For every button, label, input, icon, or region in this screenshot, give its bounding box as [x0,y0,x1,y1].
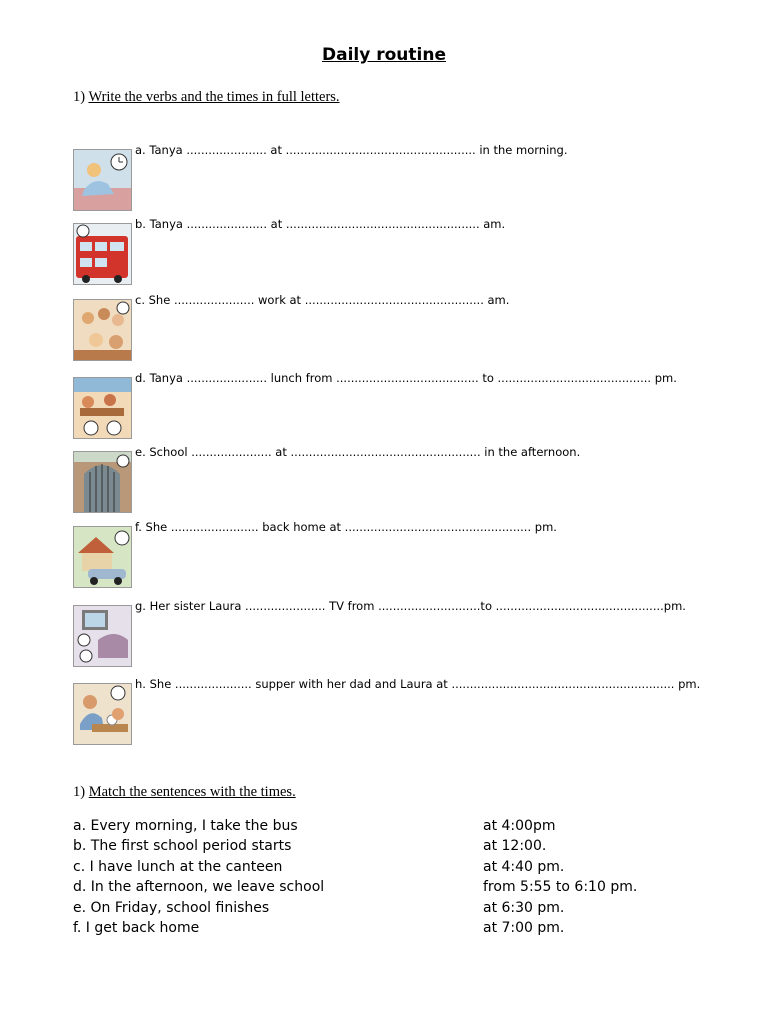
television-clocks-icon [73,605,132,667]
match-sentence: b. The first school period starts [73,838,292,855]
exercise-item-g [73,599,713,669]
exercise2-number: 1) [73,784,86,800]
match-time: at 4:00pm [483,818,556,834]
match-row [73,818,693,838]
exercise-item-c [73,293,713,363]
exercise-item-d [73,371,713,441]
exercise-sentence-g: g. Her sister Laura ...................... TV from ............................to ..............................................pm. [135,599,686,613]
red-bus-clock-icon [73,223,132,285]
match-sentence: e. On Friday, school finishes [73,899,270,916]
match-time: at 7:00 pm. [483,919,565,936]
exercise2-instruction-text: Match the sentences with the times. [88,784,296,800]
house-car-clock-icon [73,526,132,588]
exercise-item-b [73,217,713,287]
exercise-item-h [73,677,713,747]
match-sentence: f. I get back home [73,919,200,936]
exercise-sentence-d: d. Tanya ...................... lunch from ....................................... to .......................................... pm. [135,371,677,385]
match-list [73,818,693,940]
exercise-item-a [73,143,713,213]
match-sentence: c. I have lunch at the canteen [73,858,283,875]
match-time: from 5:55 to 6:10 pm. [483,879,638,896]
match-time: at 12:00. [483,838,547,855]
match-time: at 6:30 pm. [483,899,565,916]
match-sentence: d. In the afternoon, we leave school [73,879,325,896]
match-row [73,920,693,940]
exercise1-instruction-text: Write the verbs and the times in full letters. [88,89,340,105]
exercise-sentence-a: a. Tanya ...................... at .................................................... in the morning. [135,143,568,157]
match-row [73,838,693,858]
exercise2-instruction [73,784,296,801]
exercise-sentence-h: h. She ..................... supper with her dad and Laura at ............................................................. pm. [135,677,701,691]
exercise-sentence-b: b. Tanya ...................... at ..................................................... am. [135,217,506,231]
match-row [73,859,693,879]
exercise1-instruction [73,89,340,106]
match-row [73,900,693,920]
exercise-sentence-c: c. She ...................... work at ................................................. am. [135,293,510,307]
school-gate-clock-icon [73,451,132,513]
classroom-clock-icon [73,299,132,361]
exercise-sentence-f: f. She ........................ back home at ................................................... pm. [135,520,557,534]
exercise-item-e [73,445,713,515]
page-title: Daily routine [322,45,446,65]
exercise-item-f [73,520,713,590]
exercise1-number: 1) [73,89,86,105]
canteen-clocks-icon [73,377,132,439]
match-time: at 4:40 pm. [483,858,565,875]
match-row [73,879,693,899]
family-supper-clock-icon [73,683,132,745]
woman-waking-up-clock-icon [73,149,132,211]
match-sentence: a. Every morning, I take the bus [73,818,298,834]
exercise-sentence-e: e. School ...................... at .................................................... in the afternoon. [135,445,581,459]
